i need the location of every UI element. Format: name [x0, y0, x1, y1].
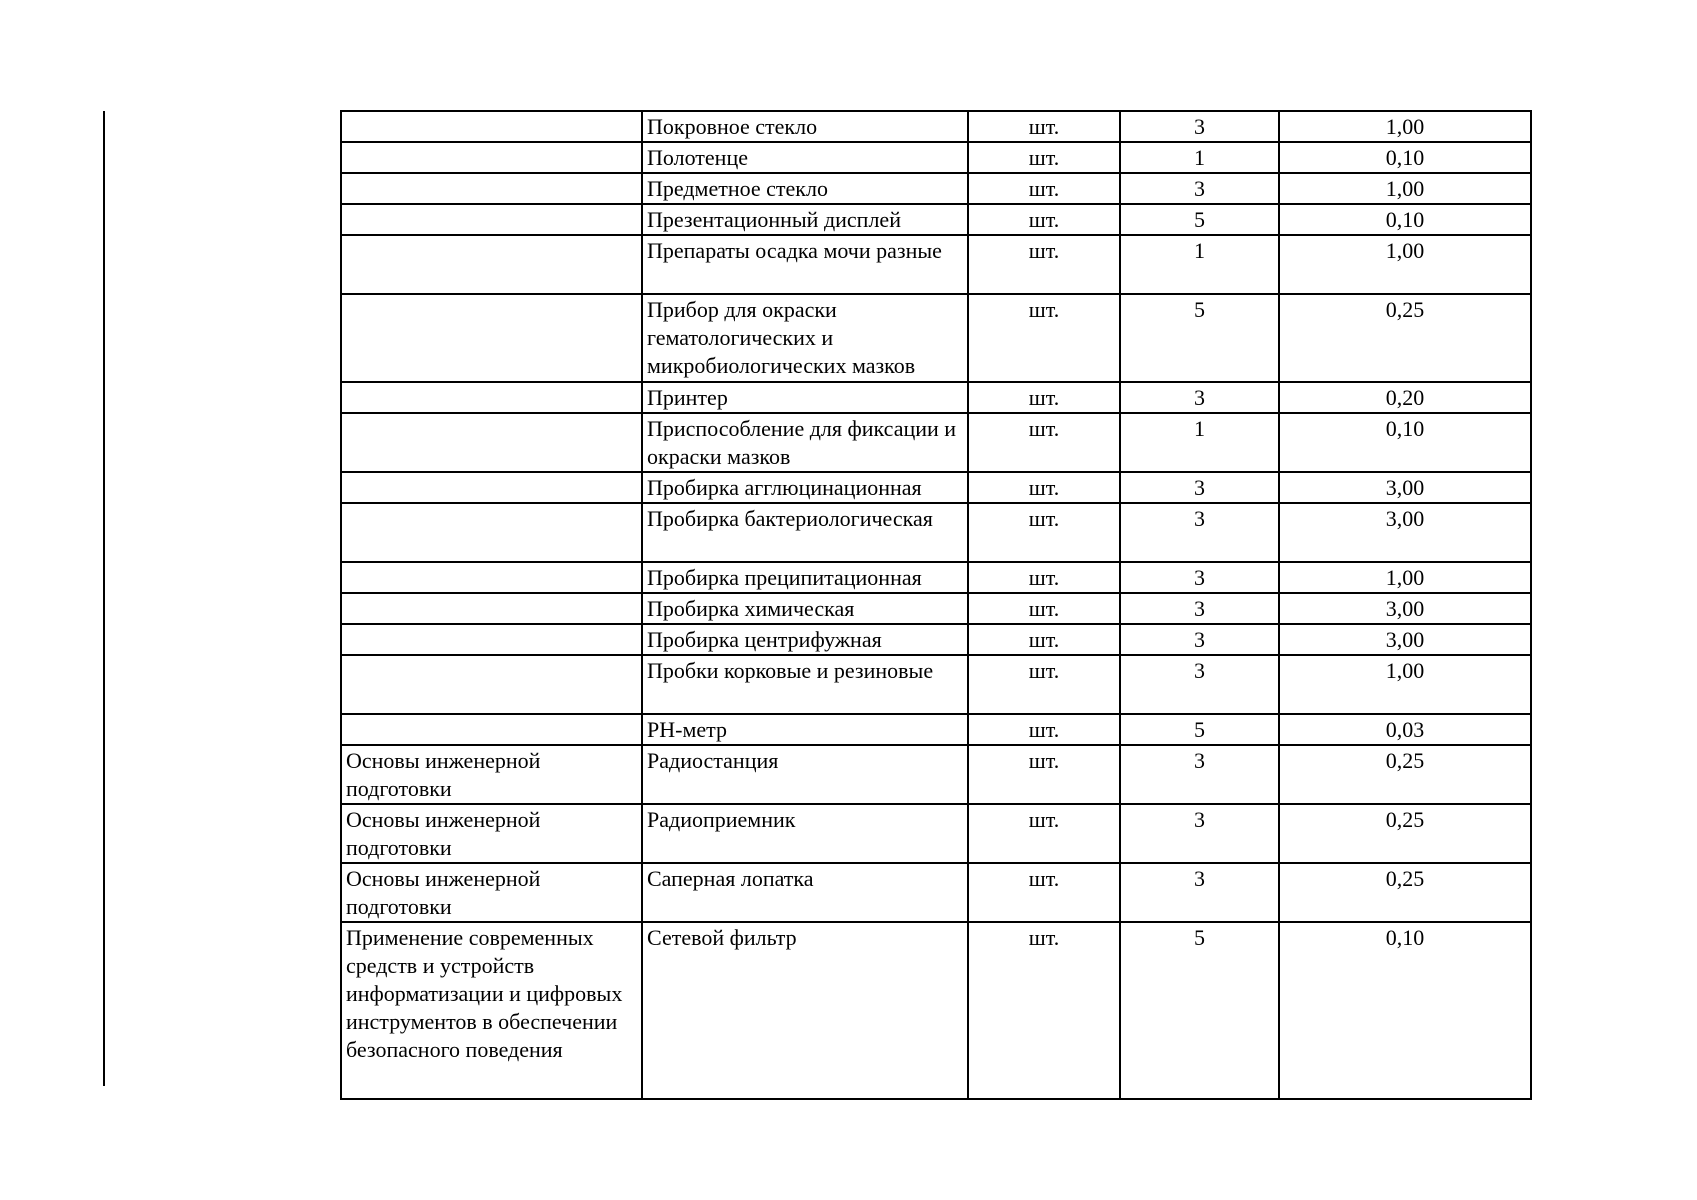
subject-cell — [341, 382, 642, 413]
item-cell: Презентационный дисплей — [642, 204, 968, 235]
subject-cell — [341, 235, 642, 294]
unit-cell: шт. — [968, 235, 1120, 294]
subject-cell: Основы инженерной подготовки — [341, 863, 642, 922]
table-row — [341, 173, 1531, 204]
rate-cell: 3,00 — [1279, 593, 1531, 624]
table-row — [341, 235, 1531, 294]
rate-cell: 0,10 — [1279, 142, 1531, 173]
subject-cell: Основы инженерной подготовки — [341, 804, 642, 863]
quantity-cell: 3 — [1120, 593, 1279, 624]
subject-cell — [341, 593, 642, 624]
quantity-cell: 5 — [1120, 714, 1279, 745]
table-row — [341, 562, 1531, 593]
unit-cell: шт. — [968, 863, 1120, 922]
page-margin-line — [103, 111, 105, 1086]
subject-cell — [341, 142, 642, 173]
quantity-cell: 3 — [1120, 804, 1279, 863]
table-row — [341, 624, 1531, 655]
rate-cell: 1,00 — [1279, 111, 1531, 142]
item-cell: Радиостанция — [642, 745, 968, 804]
quantity-cell: 1 — [1120, 413, 1279, 472]
table-row — [341, 204, 1531, 235]
rate-cell: 1,00 — [1279, 655, 1531, 714]
unit-cell: шт. — [968, 503, 1120, 562]
unit-cell: шт. — [968, 624, 1120, 655]
rate-cell: 0,25 — [1279, 294, 1531, 382]
quantity-cell: 3 — [1120, 745, 1279, 804]
subject-cell: Применение современных средств и устройств информатизации и цифровых инструментов в обеспечении безопасного поведения — [341, 922, 642, 1099]
table-row — [341, 593, 1531, 624]
item-cell: Препараты осадка мочи разные — [642, 235, 968, 294]
quantity-cell: 5 — [1120, 922, 1279, 1099]
unit-cell: шт. — [968, 204, 1120, 235]
rate-cell: 0,10 — [1279, 922, 1531, 1099]
table-row — [341, 294, 1531, 382]
item-cell: Пробирка бактериологическая — [642, 503, 968, 562]
quantity-cell: 3 — [1120, 624, 1279, 655]
table-row — [341, 922, 1531, 1099]
item-cell: Пробирка агглюцинационная — [642, 472, 968, 503]
quantity-cell: 3 — [1120, 503, 1279, 562]
item-cell: Покровное стекло — [642, 111, 968, 142]
unit-cell: шт. — [968, 655, 1120, 714]
subject-cell — [341, 294, 642, 382]
unit-cell: шт. — [968, 472, 1120, 503]
subject-cell: Основы инженерной подготовки — [341, 745, 642, 804]
unit-cell: шт. — [968, 111, 1120, 142]
quantity-cell: 1 — [1120, 235, 1279, 294]
subject-cell — [341, 503, 642, 562]
rate-cell: 1,00 — [1279, 235, 1531, 294]
rate-cell: 0,10 — [1279, 204, 1531, 235]
rate-cell: 1,00 — [1279, 173, 1531, 204]
subject-cell — [341, 624, 642, 655]
unit-cell: шт. — [968, 562, 1120, 593]
rate-cell: 3,00 — [1279, 472, 1531, 503]
table-row — [341, 503, 1531, 562]
quantity-cell: 5 — [1120, 294, 1279, 382]
subject-cell — [341, 655, 642, 714]
item-cell: Приспособление для фиксации и окраски мазков — [642, 413, 968, 472]
quantity-cell: 3 — [1120, 472, 1279, 503]
unit-cell: шт. — [968, 922, 1120, 1099]
table-row — [341, 714, 1531, 745]
rate-cell: 0,25 — [1279, 745, 1531, 804]
item-cell: Предметное стекло — [642, 173, 968, 204]
table-row — [341, 142, 1531, 173]
item-cell: Саперная лопатка — [642, 863, 968, 922]
table-row — [341, 804, 1531, 863]
unit-cell: шт. — [968, 294, 1120, 382]
rate-cell: 1,00 — [1279, 562, 1531, 593]
subject-cell — [341, 472, 642, 503]
quantity-cell: 3 — [1120, 655, 1279, 714]
item-cell: Полотенце — [642, 142, 968, 173]
table-row — [341, 413, 1531, 472]
item-cell: Сетевой фильтр — [642, 922, 968, 1099]
table-row — [341, 745, 1531, 804]
subject-cell — [341, 562, 642, 593]
unit-cell: шт. — [968, 173, 1120, 204]
rate-cell: 0,03 — [1279, 714, 1531, 745]
table-row — [341, 472, 1531, 503]
quantity-cell: 3 — [1120, 173, 1279, 204]
quantity-cell: 3 — [1120, 863, 1279, 922]
table-row — [341, 655, 1531, 714]
table-row — [341, 382, 1531, 413]
item-cell: Пробирка химическая — [642, 593, 968, 624]
rate-cell: 0,25 — [1279, 804, 1531, 863]
item-cell: Пробирка преципитационная — [642, 562, 968, 593]
item-cell: Принтер — [642, 382, 968, 413]
item-cell: Прибор для окраски гематологических и микробиологических мазков — [642, 294, 968, 382]
subject-cell — [341, 111, 642, 142]
quantity-cell: 3 — [1120, 562, 1279, 593]
subject-cell — [341, 413, 642, 472]
unit-cell: шт. — [968, 714, 1120, 745]
rate-cell: 0,10 — [1279, 413, 1531, 472]
subject-cell — [341, 204, 642, 235]
subject-cell — [341, 173, 642, 204]
rate-cell: 0,25 — [1279, 863, 1531, 922]
unit-cell: шт. — [968, 142, 1120, 173]
quantity-cell: 5 — [1120, 204, 1279, 235]
quantity-cell: 3 — [1120, 111, 1279, 142]
item-cell: Радиоприемник — [642, 804, 968, 863]
rate-cell: 3,00 — [1279, 624, 1531, 655]
quantity-cell: 1 — [1120, 142, 1279, 173]
equipment-table — [340, 110, 1532, 1100]
unit-cell: шт. — [968, 413, 1120, 472]
rate-cell: 0,20 — [1279, 382, 1531, 413]
item-cell: Пробки корковые и резиновые — [642, 655, 968, 714]
unit-cell: шт. — [968, 382, 1120, 413]
unit-cell: шт. — [968, 804, 1120, 863]
subject-cell — [341, 714, 642, 745]
quantity-cell: 3 — [1120, 382, 1279, 413]
item-cell: Пробирка центрифужная — [642, 624, 968, 655]
rate-cell: 3,00 — [1279, 503, 1531, 562]
table-row — [341, 111, 1531, 142]
item-cell: PH-метр — [642, 714, 968, 745]
unit-cell: шт. — [968, 593, 1120, 624]
unit-cell: шт. — [968, 745, 1120, 804]
table-row — [341, 863, 1531, 922]
